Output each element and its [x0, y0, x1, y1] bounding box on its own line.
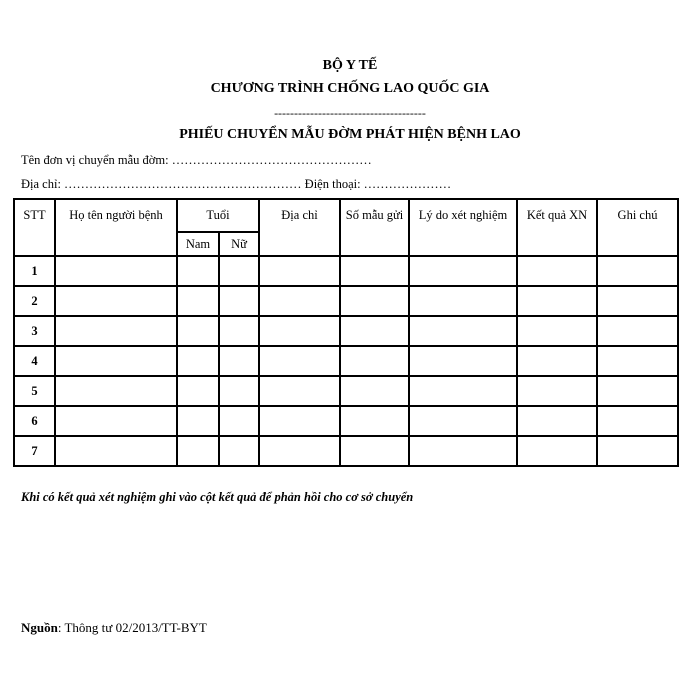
cell-test-reason [409, 316, 517, 346]
cell-sample-count [340, 406, 409, 436]
cell-test-result [517, 346, 597, 376]
cell-test-result [517, 406, 597, 436]
heading-divider: -------------------------------------- [274, 106, 426, 120]
cell-address [259, 286, 340, 316]
cell-test-reason [409, 436, 517, 466]
row-number: 4 [14, 346, 55, 376]
cell-age-female [219, 376, 259, 406]
cell-sample-count [340, 316, 409, 346]
cell-test-reason [409, 256, 517, 286]
cell-sample-count [340, 286, 409, 316]
cell-test-reason [409, 406, 517, 436]
program-heading: CHƯƠNG TRÌNH CHỐNG LAO QUỐC GIA [210, 81, 490, 96]
cell-notes [597, 316, 678, 346]
sending-unit-field: Tên đơn vị chuyển mẫu đờm: ………………………………………… [21, 153, 372, 167]
cell-notes [597, 376, 678, 406]
cell-age-male [177, 376, 219, 406]
cell-notes [597, 406, 678, 436]
row-number: 7 [14, 436, 55, 466]
cell-test-reason [409, 346, 517, 376]
cell-address [259, 436, 340, 466]
header-age-female: Nữ [219, 232, 259, 256]
cell-sample-count [340, 256, 409, 286]
cell-age-female [219, 256, 259, 286]
cell-patient-name [55, 376, 177, 406]
cell-patient-name [55, 406, 177, 436]
row-number: 6 [14, 406, 55, 436]
source-citation [21, 620, 207, 636]
cell-address [259, 376, 340, 406]
cell-test-result [517, 436, 597, 466]
header-sample-count: Số mẫu gửi [340, 199, 409, 256]
cell-address [259, 256, 340, 286]
cell-test-reason [409, 286, 517, 316]
table-row [14, 316, 678, 346]
cell-age-male [177, 286, 219, 316]
cell-age-female [219, 436, 259, 466]
cell-age-male [177, 406, 219, 436]
cell-test-result [517, 376, 597, 406]
cell-age-female [219, 346, 259, 376]
cell-test-result [517, 316, 597, 346]
cell-patient-name [55, 286, 177, 316]
cell-age-female [219, 316, 259, 346]
table-row [14, 376, 678, 406]
cell-notes [597, 256, 678, 286]
row-number: 5 [14, 376, 55, 406]
row-number: 1 [14, 256, 55, 286]
cell-test-result [517, 286, 597, 316]
cell-sample-count [340, 436, 409, 466]
header-age: Tuổi [177, 199, 259, 232]
cell-notes [597, 436, 678, 466]
header-patient-name: Họ tên người bệnh [55, 199, 177, 256]
header-notes: Ghi chú [597, 199, 678, 256]
table-row [14, 256, 678, 286]
result-note: Khi có kết quả xét nghiệm ghi vào cột kết quả để phản hồi cho cơ sở chuyển [21, 490, 414, 504]
header-test-result: Kết quả XN [517, 199, 597, 256]
cell-notes [597, 286, 678, 316]
cell-sample-count [340, 346, 409, 376]
cell-patient-name [55, 256, 177, 286]
sample-table [13, 198, 679, 467]
address-phone-field: Địa chỉ: ………………………………………………… Điện thoại: ………………… [21, 177, 452, 191]
cell-age-male [177, 316, 219, 346]
cell-age-female [219, 286, 259, 316]
table-row [14, 436, 678, 466]
cell-patient-name [55, 346, 177, 376]
header-stt: STT [14, 199, 55, 256]
cell-age-male [177, 436, 219, 466]
row-number: 2 [14, 286, 55, 316]
cell-test-reason [409, 376, 517, 406]
cell-test-result [517, 256, 597, 286]
cell-address [259, 316, 340, 346]
header-test-reason: Lý do xét nghiệm [409, 199, 517, 256]
cell-age-female [219, 406, 259, 436]
cell-address [259, 406, 340, 436]
cell-age-male [177, 346, 219, 376]
table-row [14, 346, 678, 376]
cell-sample-count [340, 376, 409, 406]
header-age-male: Nam [177, 232, 219, 256]
row-number: 3 [14, 316, 55, 346]
source-text: : Thông tư 02/2013/TT-BYT [57, 620, 207, 635]
ministry-heading: BỘ Y TẾ [322, 58, 378, 73]
form-title: PHIẾU CHUYỂN MẪU ĐỜM PHÁT HIỆN BỆNH LAO [179, 127, 521, 142]
table-row [14, 406, 678, 436]
cell-age-male [177, 256, 219, 286]
table-row [14, 286, 678, 316]
cell-patient-name [55, 316, 177, 346]
cell-notes [597, 346, 678, 376]
header-address: Địa chỉ [259, 199, 340, 256]
source-label: Nguồn [21, 620, 58, 635]
cell-address [259, 346, 340, 376]
cell-patient-name [55, 436, 177, 466]
